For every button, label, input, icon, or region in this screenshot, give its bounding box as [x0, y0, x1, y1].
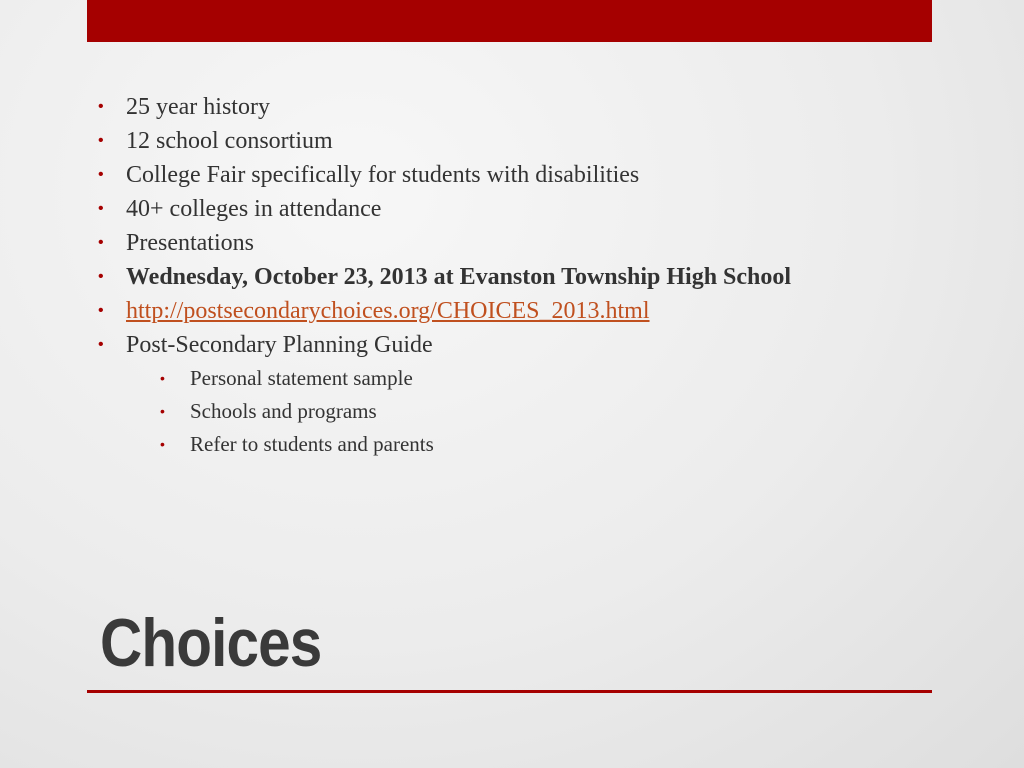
bullet-item-colleges	[98, 192, 938, 226]
bullet-list	[98, 90, 938, 461]
planning-guide-sub-list	[126, 362, 938, 461]
sub-bullet-text: Personal statement sample	[190, 366, 413, 390]
top-accent-bar	[87, 0, 932, 42]
title-underline	[87, 690, 932, 693]
bullet-icon: •	[98, 132, 104, 149]
bullet-text: Post-Secondary Planning Guide	[126, 332, 433, 358]
bullet-item-link	[98, 294, 938, 328]
bullet-icon: •	[160, 403, 165, 419]
bullet-icon: •	[98, 200, 104, 217]
slide-content	[98, 90, 938, 461]
sub-bullet-text: Refer to students and parents	[190, 432, 434, 456]
bullet-icon: •	[98, 98, 104, 115]
bullet-text: 40+ colleges in attendance	[126, 196, 382, 222]
bullet-item-history	[98, 90, 938, 124]
sub-bullet-refer	[126, 428, 938, 461]
bullet-item-planning-guide	[98, 328, 938, 461]
bullet-text: College Fair specifically for students with disabilities	[126, 162, 640, 188]
bullet-text: 12 school consortium	[126, 128, 333, 154]
bullet-item-event-date	[98, 260, 938, 294]
bullet-icon: •	[98, 234, 104, 251]
bullet-icon: •	[160, 436, 165, 452]
bullet-item-consortium	[98, 124, 938, 158]
bullet-text: 25 year history	[126, 94, 270, 120]
sub-bullet-schools-programs	[126, 395, 938, 428]
bullet-icon: •	[98, 336, 104, 353]
bullet-icon: •	[160, 370, 165, 386]
bullet-item-presentations	[98, 226, 938, 260]
slide-title: Choices	[100, 605, 322, 681]
bullet-icon: •	[98, 166, 104, 183]
event-date-text: Wednesday, October 23, 2013 at Evanston Township High School	[126, 264, 792, 290]
bullet-icon: •	[98, 268, 104, 285]
sub-bullet-personal-statement	[126, 362, 938, 395]
bullet-item-college-fair	[98, 158, 938, 192]
choices-link[interactable]: http://postsecondarychoices.org/CHOICES_2013.html	[126, 298, 650, 324]
bullet-icon: •	[98, 302, 104, 319]
sub-bullet-text: Schools and programs	[190, 399, 377, 423]
bullet-text: Presentations	[126, 230, 254, 256]
